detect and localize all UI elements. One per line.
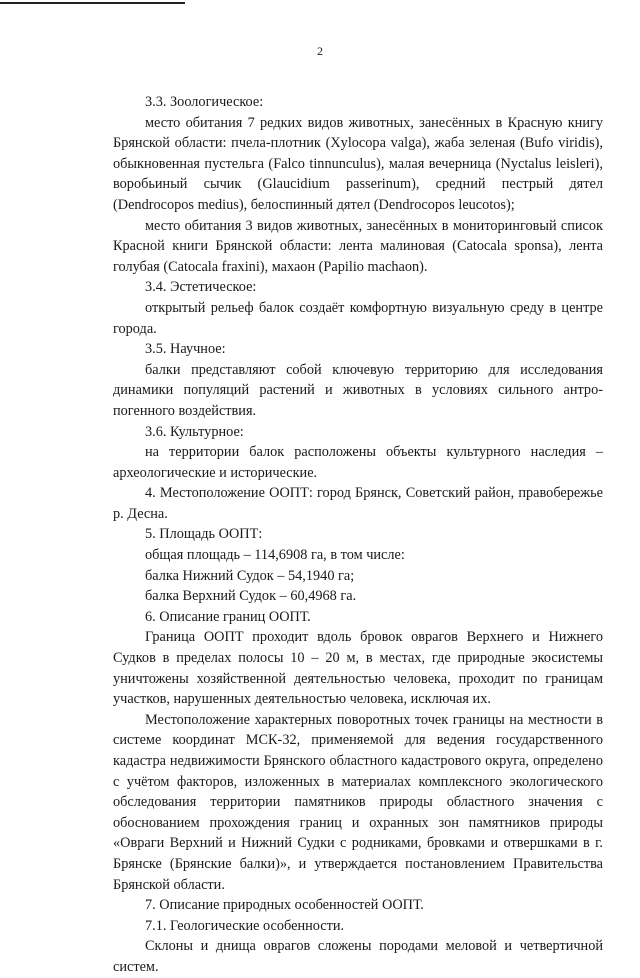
heading-aesthetic: 3.4. Эстетическое: (145, 279, 257, 296)
heading-area: 5. Площадь ООПТ: (145, 526, 263, 543)
paragraph-cultural: на территории балок расположены объекты культурного наследия – археологические и исторические. (113, 444, 603, 481)
heading-zoological: 3.3. Зоологическое: (145, 94, 264, 110)
heading-natural-features: 7. Описание природных особенностей ООПТ. (145, 897, 424, 914)
paragraph-scientific: балки представляют собой ключевую территорию для исследования динамики популяций растений и животных в условиях сильного антропогенного воздействия. (113, 361, 603, 419)
top-border-line (0, 2, 185, 4)
paragraph-monitoring-animals: место обитания 3 видов животных, занесённых в мониторинговый список Красной книги Брянской области: лента малиновая (Catocala sponsa), лента голубая (Catocala fraxini), махаон (Papilio machaon). (113, 217, 603, 275)
paragraph-boundary: Граница ООПТ проходит вдоль бровок оврагов Верхнего и Нижнего Судков в пределах полосы 10 – 20 м, в местах, где природные экосистемы уничтожены хозяйственной деятельностью человека, проходит по границам участков, нарушенных деятельностью человека, исключая их. (113, 629, 603, 708)
heading-geological: 7.1. Геологические особенности. (145, 917, 345, 934)
area-upper-sudok: балка Верхний Судок – 60,4968 га. (145, 588, 357, 605)
page-number: 2 (317, 44, 323, 58)
heading-scientific: 3.5. Научное: (145, 341, 226, 358)
document-body (113, 92, 603, 978)
heading-cultural: 3.6. Культурное: (145, 423, 244, 440)
paragraph-geological: Склоны и днища оврагов сложены породами меловой и четвертичной систем. (113, 938, 603, 975)
paragraph-aesthetic: открытый рельеф балок создаёт комфортную визуальную среду в центре города. (113, 299, 603, 337)
paragraph-rare-animals: место обитания 7 редких видов животных, занесённых в Красную книгу Брянской области: пчела-плотник (Xylocopa valga), жаба зеленая (Bufo viridis), обыкновенная пустельга (Falco tinnunculus), малая вечерница (Nyctalus leisleri), воробьиный сычик (Glaucidium passerinum), средний пестрый дятел (Dendrocopos medius), белоспинный дятел (Dendrocopos leucotos); (113, 114, 603, 213)
area-lower-sudok: балка Нижний Судок – 54,1940 га; (145, 567, 355, 584)
heading-boundaries: 6. Описание границ ООПТ. (145, 608, 311, 625)
paragraph-location: 4. Местоположение ООПТ: город Брянск, Советский район, правобережье р. Десна. (113, 485, 603, 522)
paragraph-turning-points: Местоположение характерных поворотных точек границы на местности в системе координат МСК-32, применяемой для ведения государственного кадастра недвижимости Брянского областного кадастрового округа, определено с учётом факторов, изложенных в материалах комплексного экологического обследования территории памятников природы областного значения с обоснованием прохождения границ и охранных зон памятников природы «Овраги Верхний и Нижний Судки с родниками, бровками и отвершками в г. Брянске (Брянские балки)», и утверждается постановлением Правительства Брянской области. (113, 711, 603, 893)
area-total: общая площадь – 114,6908 га, в том числе: (145, 547, 405, 564)
